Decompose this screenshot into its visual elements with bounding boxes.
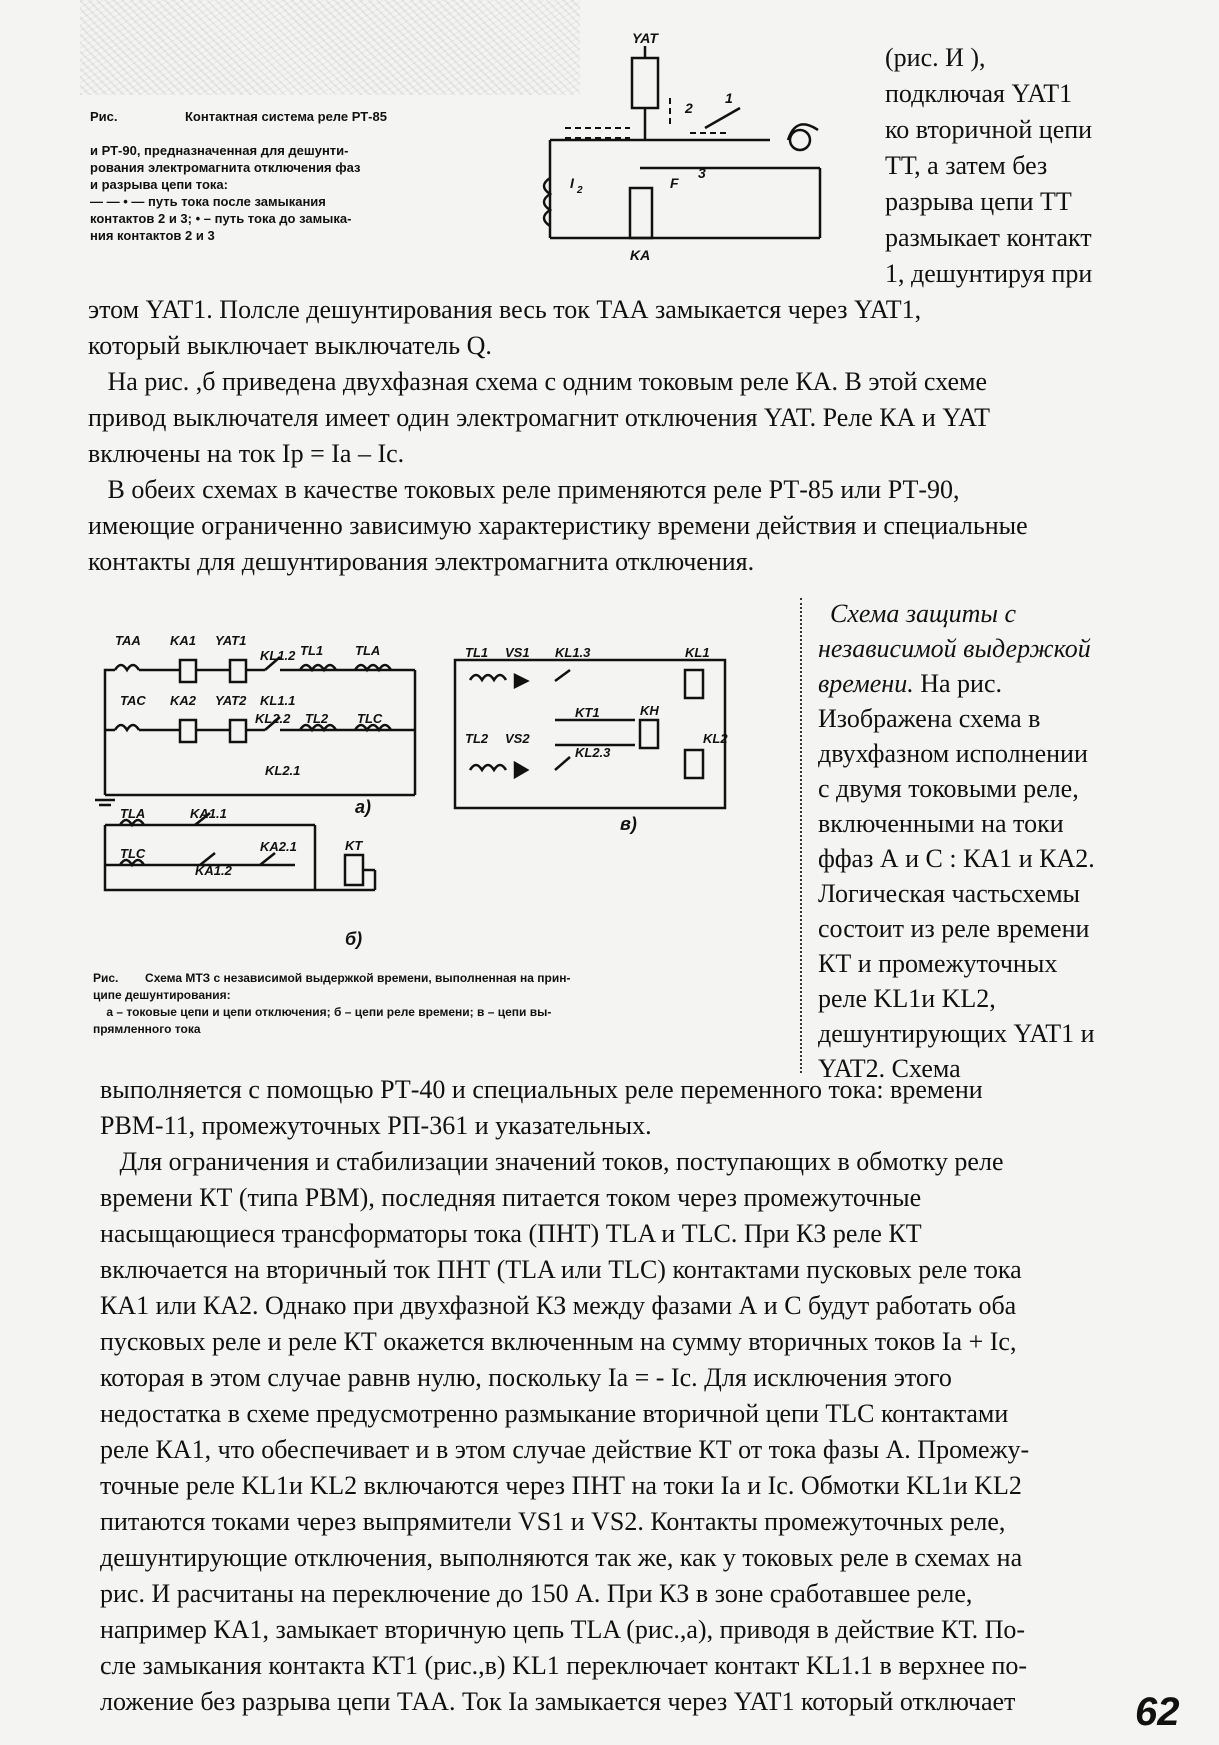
fig2-label-kl13: KL1.3: [555, 645, 591, 660]
body-text-line: имеющие ограниченно зависимую характеристику времени действия и специальные: [88, 511, 1028, 540]
fig2-label-tlc: TLC: [357, 711, 383, 726]
fig1-label-3: 3: [698, 165, 706, 181]
body-text-line: например КА1, замыкает вторичную цепь TLA (рис.,а), приводя в действие КТ. По-: [100, 1615, 1026, 1644]
fig2-label-tla2: TLA: [120, 806, 146, 821]
figure2-caption-line: прямленного тока: [93, 1022, 201, 1036]
side-text-2-italic: Схема защиты с: [830, 599, 1017, 628]
fig2-label-b: б): [345, 929, 363, 949]
fig2-label-v: в): [620, 814, 637, 834]
body-text-line: пусковых реле и реле КТ окажется включенным на сумму вторичных токов Ia + Ic,: [100, 1327, 1017, 1356]
side-text-2-line: состоит из реле времени: [818, 914, 1090, 943]
body-text-line: сле замыкания контакта КТ1 (рис.,в) KL1 переключает контакт KL1.1 в верхнее по-: [100, 1651, 1028, 1680]
side-text-2-italic: независимой выдержкой: [818, 634, 1091, 663]
body-text-line: дешунтирующие отключения, выполняются так же, как у токовых реле в схемах на: [100, 1543, 1023, 1572]
figure1-caption-line: и РТ-90, предназначенная для дешунти-: [90, 143, 349, 158]
fig2-label-kl2: KL2: [703, 731, 728, 746]
fig2-label-ka12: KA1.2: [195, 863, 232, 878]
body-text-line: выполняется с помощью РТ-40 и специальных реле переменного тока: времени: [100, 1075, 983, 1104]
body-text-line: которая в этом случае равнв нулю, поскольку Ia = - Ic. Для исключения этого: [100, 1363, 952, 1392]
page-number: 62: [1135, 1690, 1180, 1734]
figure1-caption-line: Контактная система реле РТ-85: [185, 109, 387, 124]
side-text-1: [885, 40, 1135, 292]
side-text-2-line: реле KL1и KL2,: [818, 984, 996, 1013]
fig2-label-taa: TAA: [115, 633, 141, 648]
fig2-label-tl1: TL1: [300, 643, 324, 658]
fig2-label-vs1: VS1: [505, 645, 530, 660]
body-text-line: точные реле KL1и KL2 включаются через ПНТ на токи Ia и Ic. Обмотки KL1и KL2: [100, 1471, 1022, 1500]
fig2-label-tl2: TL2: [305, 711, 329, 726]
side-text-2-after-italic: На рис.: [913, 669, 1002, 698]
fig2-label-ka21: KA2.1: [260, 839, 297, 854]
fig2-label-yat2: YAT2: [215, 693, 247, 708]
body-text-line: недостатка в схеме предусмотренно размыкание вторичной цепи TLC контактами: [100, 1399, 1009, 1428]
fig1-label-yat: YAT: [632, 30, 658, 46]
fig2-label-ka11: KA1.1: [190, 806, 227, 821]
fig2-label-yat1: YAT1: [215, 633, 247, 648]
body-text-line: времени КТ (типа РВМ), последняя питается током через промежуточные: [100, 1183, 922, 1212]
side-text-1-line: 1, дешунтируя при: [885, 259, 1093, 288]
fig2-label-tl2b: TL2: [465, 731, 489, 746]
body-text-line: РВМ-11, промежуточных РП-361 и указательных.: [100, 1111, 652, 1140]
body-text-line: ложение без разрыва цепи ТАА. Ток Ia замыкается через YAT1 который отключает: [100, 1687, 1016, 1716]
body-text-line: контакты для дешунтирования электромагнита отключения.: [88, 547, 755, 576]
figure1-caption-line: — — • — путь тока после замыкания: [90, 194, 326, 209]
fig1-label-i2: I: [570, 175, 574, 191]
body-text-1: [88, 292, 1138, 580]
figure2-caption-line: Рис. Схема МТЗ с независимой выдержкой времени, выполненная на прин-: [93, 971, 571, 985]
body-text-line: В обеих схемах в качестве токовых реле применяются реле РТ-85 или РТ-90,: [88, 475, 960, 504]
side-text-2-line: с двумя токовыми реле,: [818, 774, 1079, 803]
scan-noise: [80, 0, 580, 95]
side-text-1-line: подключая YAT1: [885, 79, 1073, 108]
body-text-line: На рис. ,б приведена двухфазная схема с одним токовым реле КА. В этой схеме: [88, 367, 987, 396]
figure1-caption-line: ния контактов 2 и 3: [90, 228, 215, 243]
fig1-label-2: 2: [685, 100, 693, 116]
figure1-caption-line: контактов 2 и 3; • – путь тока до замыка-: [90, 211, 352, 226]
fig1-label-ka: KA: [630, 247, 651, 263]
figure2-caption-line: ципе дешунтирования:: [93, 988, 231, 1002]
side-text-2-line: дешунтирующих YAT1 и: [818, 1019, 1095, 1048]
figure1-caption-line: и разрыва цепи тока:: [90, 177, 228, 192]
body-text-line: Для ограничения и стабилизации значений токов, поступающих в обмотку реле: [100, 1147, 1004, 1176]
body-text-line: рис. И расчитаны на переключение до 150 А. При КЗ в зоне сработавшее реле,: [100, 1579, 973, 1608]
fig2-label-kl11: KL1.1: [260, 693, 296, 708]
fig2-label-kl21: KL2.1: [265, 763, 301, 778]
body-text-line: питаются токами через выпрямители VS1 и VS2. Контакты промежуточных реле,: [100, 1507, 1006, 1536]
body-text-line: включается на вторичный ток ПНТ (TLA или TLC) контактами пусковых реле тока: [100, 1255, 1022, 1284]
figure2-schematic: [95, 625, 785, 965]
fig2-label-tlc2: TLC: [120, 846, 146, 861]
side-text-1-line: ТТ, а затем без: [885, 151, 1048, 180]
fig2-label-kl22: KL2.2: [255, 711, 291, 726]
fig1-label-i2-sub: 2: [577, 185, 583, 196]
fig1-label-1: 1: [725, 90, 733, 106]
side-text-2-line: включенными на токи: [818, 809, 1064, 838]
figure1-caption: [90, 108, 500, 244]
fig2-label-ka2: KA2: [170, 693, 197, 708]
fig2-label-tac: TAC: [120, 693, 146, 708]
side-text-1-line: (рис. И ),: [885, 43, 986, 72]
side-text-2-line: Логическая частьсхемы: [818, 879, 1080, 908]
side-text-2: [818, 596, 1138, 1086]
figure1-caption-line: рования электромагнита отключения фаз: [90, 160, 361, 175]
fig2-label-vs2: VS2: [505, 731, 530, 746]
side-text-1-line: разрыва цепи ТТ: [885, 187, 1072, 216]
body-text-line: этом YAT1. Полсле дешунтирования весь ток ТАА замыкается через YAT1,: [88, 295, 922, 324]
fig2-label-ka1: KA1: [170, 633, 197, 648]
figure1-schematic: [530, 28, 860, 268]
side-text-2-line: КТ и промежуточных: [818, 949, 1058, 978]
fig2-label-kt1: KT1: [575, 705, 600, 720]
figure1-caption-fig-word: Рис.: [90, 109, 118, 124]
side-text-1-line: размыкает контакт: [885, 223, 1092, 252]
fig1-label-f: F: [670, 175, 679, 191]
body-text-line: который выключает выключатель Q.: [88, 331, 492, 360]
fig2-label-kl1: KL1: [685, 645, 710, 660]
side-text-2-line: YAT2. Схема: [818, 1054, 961, 1083]
fig2-label-kl12: KL1.2: [260, 648, 296, 663]
figure2-caption-line: а – токовые цепи и цепи отключения; б – цепи реле времени; в – цепи вы-: [93, 1005, 552, 1019]
body-text-line: насыщающиеся трансформаторы тока (ПНТ) TLA и TLC. При КЗ реле КТ: [100, 1219, 922, 1248]
body-text-line: включены на ток Ip = Ia – Ic.: [88, 439, 405, 468]
fig2-label-tl1b: TL1: [465, 645, 489, 660]
body-text-line: КА1 или КА2. Однако при двухфазной КЗ между фазами А и С будут работать оба: [100, 1291, 1017, 1320]
side-text-2-line: Изображена схема в: [818, 704, 1041, 733]
figure2-caption: [93, 970, 803, 1038]
body-text-line: реле КА1, что обеспечивает и в этом случае действие КТ от тока фазы А. Промежу-: [100, 1435, 1030, 1464]
fig2-label-kl23: KL2.3: [575, 745, 611, 760]
side-text-2-line: ффаз А и С : КА1 и КА2.: [818, 844, 1095, 873]
side-text-2-line: двухфазном исполнении: [818, 739, 1088, 768]
fig2-label-a: a): [355, 797, 372, 817]
body-text-2: [100, 1072, 1150, 1720]
fig2-label-kt: KT: [345, 838, 363, 853]
fig2-label-kh: KH: [640, 703, 659, 718]
body-text-line: привод выключателя имеет один электромагнит отключения YAT. Реле КА и YAT: [88, 403, 991, 432]
side-text-1-line: ко вторичной цепи: [885, 115, 1093, 144]
fig2-label-tla: TLA: [355, 643, 381, 658]
side-text-2-italic: времени.: [818, 669, 914, 698]
